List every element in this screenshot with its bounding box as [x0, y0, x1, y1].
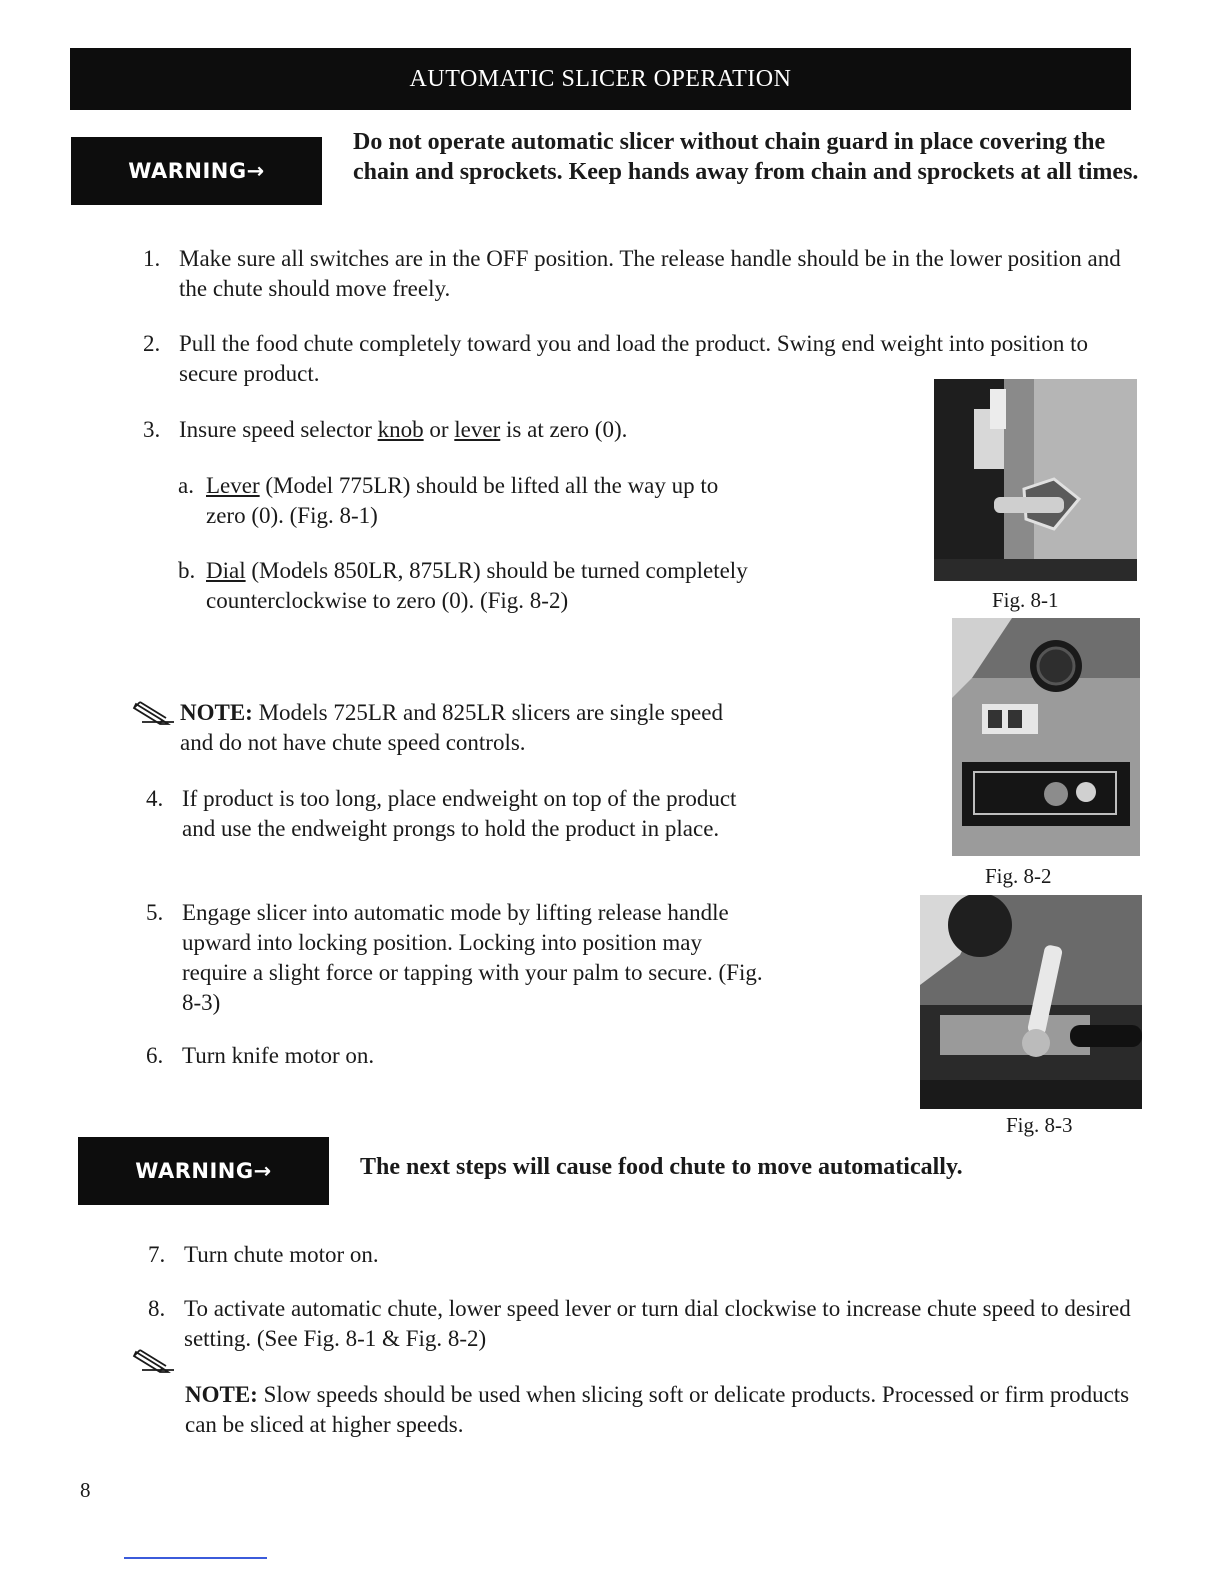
step-text	[179, 415, 863, 445]
step-text-part: (Model 775LR) should be lifted all the way up to zero (0). (Fig. 8-1)	[206, 473, 719, 528]
step-text: Engage slicer into automatic mode by lifting release handle upward into locking position. Locking into position may require a slight force or tapping with your palm to secure. (Fig. 8-3)	[182, 900, 763, 1015]
warning-label: WARNING→	[135, 1159, 272, 1183]
step-text: Turn knife motor on.	[182, 1043, 375, 1068]
step-5	[146, 898, 766, 1018]
step-text-part: or	[423, 417, 455, 442]
step-text: Make sure all switches are in the OFF position. The release handle should be in the lower position and the chute should move freely.	[179, 246, 1121, 301]
step-letter: b.	[178, 558, 196, 583]
note-label: NOTE:	[185, 1382, 258, 1407]
figure-8-1-caption: Fig. 8-1	[992, 588, 1059, 612]
lever-photo-illustration	[934, 379, 1137, 581]
warning-text: Do not operate automatic slicer without chain guard in place covering the chain and sprockets. Keep hands away from chain and sprockets at all times.	[353, 129, 1139, 185]
note-2	[185, 1380, 1145, 1440]
step-7	[148, 1240, 1048, 1270]
step-text: Pull the food chute completely toward you and load the product. Swing end weight into position to secure product.	[179, 331, 1088, 386]
step-3a	[178, 471, 758, 531]
warning-label-box	[78, 1137, 329, 1205]
release-handle-photo-illustration	[920, 895, 1142, 1109]
dial-term: Dial	[206, 558, 246, 583]
section-title: AUTOMATIC SLICER OPERATION	[409, 66, 792, 92]
step-text	[206, 556, 758, 616]
note-1	[180, 698, 760, 758]
step-text-part: Insure speed selector	[179, 417, 378, 442]
step-number: 1.	[143, 246, 161, 271]
step-text: Turn chute motor on.	[184, 1242, 379, 1267]
step-3	[143, 415, 863, 445]
pencil-icon	[132, 1346, 176, 1376]
step-text	[206, 471, 758, 531]
note-label: NOTE:	[180, 700, 253, 725]
step-number: 2.	[143, 331, 161, 356]
step-number: 5.	[146, 900, 164, 925]
lever-term: Lever	[206, 473, 260, 498]
step-text-part: (Models 850LR, 875LR) should be turned completely counterclockwise to zero (0). (Fig. 8-2)	[206, 558, 748, 613]
warning-label-box	[71, 137, 322, 205]
step-number: 7.	[148, 1242, 166, 1267]
step-number: 6.	[146, 1043, 164, 1068]
step-text: If product is too long, place endweight on top of the product and use the endweight prongs to hold the product in place.	[182, 786, 737, 841]
step-number: 8.	[148, 1296, 166, 1321]
figure-8-2-caption: Fig. 8-2	[985, 864, 1052, 888]
lever-term: lever	[454, 417, 501, 442]
section-title-bar	[70, 48, 1131, 110]
warning-label: WARNING→	[128, 159, 265, 183]
step-number: 4.	[146, 786, 164, 811]
warning-text: The next steps will cause food chute to move automatically.	[360, 1154, 963, 1180]
note-text: Models 725LR and 825LR slicers are single speed and do not have chute speed controls.	[180, 700, 723, 755]
note-text: Slow speeds should be used when slicing soft or delicate products. Processed or firm products can be sliced at higher speeds.	[185, 1382, 1130, 1437]
step-text: To activate automatic chute, lower speed lever or turn dial clockwise to increase chute speed to desired setting. (See Fig. 8-1 & Fig. 8-2)	[184, 1296, 1131, 1351]
figure-8-3-caption: Fig. 8-3	[1006, 1113, 1073, 1137]
page-number: 8	[80, 1478, 91, 1502]
dial-photo-illustration	[952, 618, 1140, 856]
bottom-divider	[124, 1557, 267, 1559]
knob-term: knob	[377, 417, 424, 442]
figure-8-3-photo	[920, 895, 1142, 1109]
step-8	[148, 1294, 1138, 1354]
step-1	[143, 244, 1143, 304]
step-letter: a.	[178, 473, 194, 498]
step-number: 3.	[143, 417, 161, 442]
step-3b	[178, 556, 758, 616]
figure-8-2-photo	[952, 618, 1140, 856]
step-text-part: is at zero (0).	[500, 417, 628, 442]
step-6	[146, 1041, 766, 1071]
figure-8-1-photo	[934, 379, 1137, 581]
step-4	[146, 784, 756, 844]
pencil-icon	[132, 698, 176, 728]
